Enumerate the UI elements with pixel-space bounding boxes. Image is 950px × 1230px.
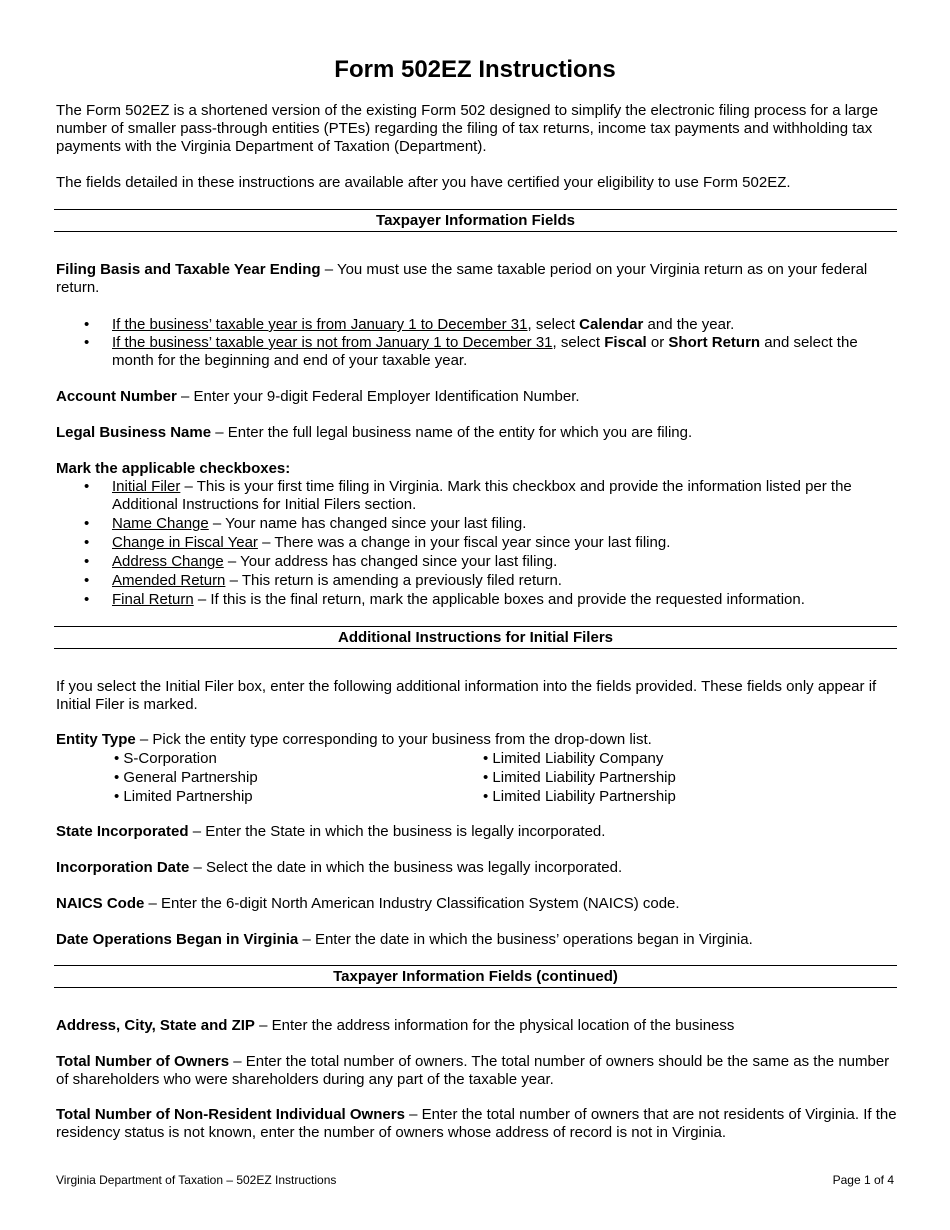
list-item: • Limited Liability Partnership: [483, 769, 676, 786]
list-item: • Address Change – Your address has changed since your last filing.: [56, 553, 898, 571]
intro-paragraph: The Form 502EZ is a shortened version of the existing Form 502 designed to simplify the electronic filing process for a large number of smaller pass-through entities (PTEs) regarding the filing of tax returns, income tax payments and withholding tax payments with the Virginia Department of Taxation (Department).: [56, 102, 879, 155]
entity-type-paragraph: Entity Type – Pick the entity type corresponding to your business from the drop-down list.: [56, 731, 652, 748]
legal-name-paragraph: Legal Business Name – Enter the full legal business name of the entity for which you are filing.: [56, 424, 693, 441]
list-item: • Limited Liability Partnership: [483, 788, 676, 805]
filing-basis-text: – You must use the same taxable period on your Virginia return as on your federal return.: [56, 261, 868, 296]
section-header-initial-filers: Additional Instructions for Initial Filers: [54, 626, 897, 649]
account-number-paragraph: Account Number – Enter your 9-digit Federal Employer Identification Number.: [56, 388, 580, 405]
section-header-taxpayer-info: Taxpayer Information Fields: [54, 209, 897, 232]
incorporation-date-paragraph: Incorporation Date – Select the date in which the business was legally incorporated.: [56, 859, 623, 876]
section-header-taxpayer-info-continued: Taxpayer Information Fields (continued): [54, 965, 897, 988]
entity-list-left: [114, 750, 414, 806]
list-item: • If the business’ taxable year is from January 1 to December 31, select Calendar and the year.: [56, 316, 898, 334]
checkbox-list: [56, 478, 898, 609]
initial-filer-intro: If you select the Initial Filer box, enter the following additional information into the fields provided. These fields only appear if Initial Filer is marked.: [56, 678, 877, 713]
list-item: • S-Corporation: [114, 750, 217, 767]
naics-paragraph: NAICS Code – Enter the 6-digit North American Industry Classification System (NAICS) code.: [56, 895, 680, 912]
nonresident-owners-paragraph: Total Number of Non-Resident Individual Owners – Enter the total number of owners that are not residents of Virginia. If the residency status is not known, enter the number of owners whose address of record is not in Virginia.: [56, 1106, 897, 1141]
list-item: • General Partnership: [114, 769, 258, 786]
eligibility-note: The fields detailed in these instructions are available after you have certified your eligibility to use Form 502EZ.: [56, 174, 791, 191]
page-title: Form 502EZ Instructions: [334, 56, 616, 83]
filing-basis-paragraph: [56, 261, 898, 297]
footer-source: Virginia Department of Taxation – 502EZ Instructions: [56, 1173, 337, 1187]
state-incorporated-paragraph: State Incorporated – Enter the State in which the business is legally incorporated.: [56, 823, 606, 840]
filing-basis-label: Filing Basis and Taxable Year Ending: [56, 261, 321, 278]
page-number: Page 1 of 4: [832, 1173, 894, 1187]
list-item: • Limited Liability Company: [483, 750, 664, 767]
checkboxes-heading: Mark the applicable checkboxes:: [56, 460, 291, 477]
list-item: • Name Change – Your name has changed since your last filing.: [56, 515, 898, 533]
list-item: • Initial Filer – This is your first time filing in Virginia. Mark this checkbox and provide the information listed per the Additional Instructions for Initial Filers section.: [56, 478, 898, 514]
list-item: • Final Return – If this is the final return, mark the applicable boxes and provide the requested information.: [56, 591, 898, 609]
list-item: • Change in Fiscal Year – There was a change in your fiscal year since your last filing.: [56, 534, 898, 552]
date-operations-paragraph: Date Operations Began in Virginia – Enter the date in which the business’ operations began in Virginia.: [56, 931, 753, 948]
total-owners-paragraph: Total Number of Owners – Enter the total number of owners. The total number of owners should be the same as the number of shareholders who were shareholders during any part of the taxable year.: [56, 1053, 890, 1088]
address-paragraph: Address, City, State and ZIP – Enter the address information for the physical location of the business: [56, 1017, 735, 1034]
list-item: • Limited Partnership: [114, 788, 253, 805]
entity-list-right: [483, 750, 783, 806]
filing-basis-list: [56, 316, 898, 370]
list-item: • If the business’ taxable year is not from January 1 to December 31, select Fiscal or Short Return and select the month for the beginning and end of your taxable year.: [56, 334, 898, 370]
list-item: • Amended Return – This return is amending a previously filed return.: [56, 572, 898, 590]
